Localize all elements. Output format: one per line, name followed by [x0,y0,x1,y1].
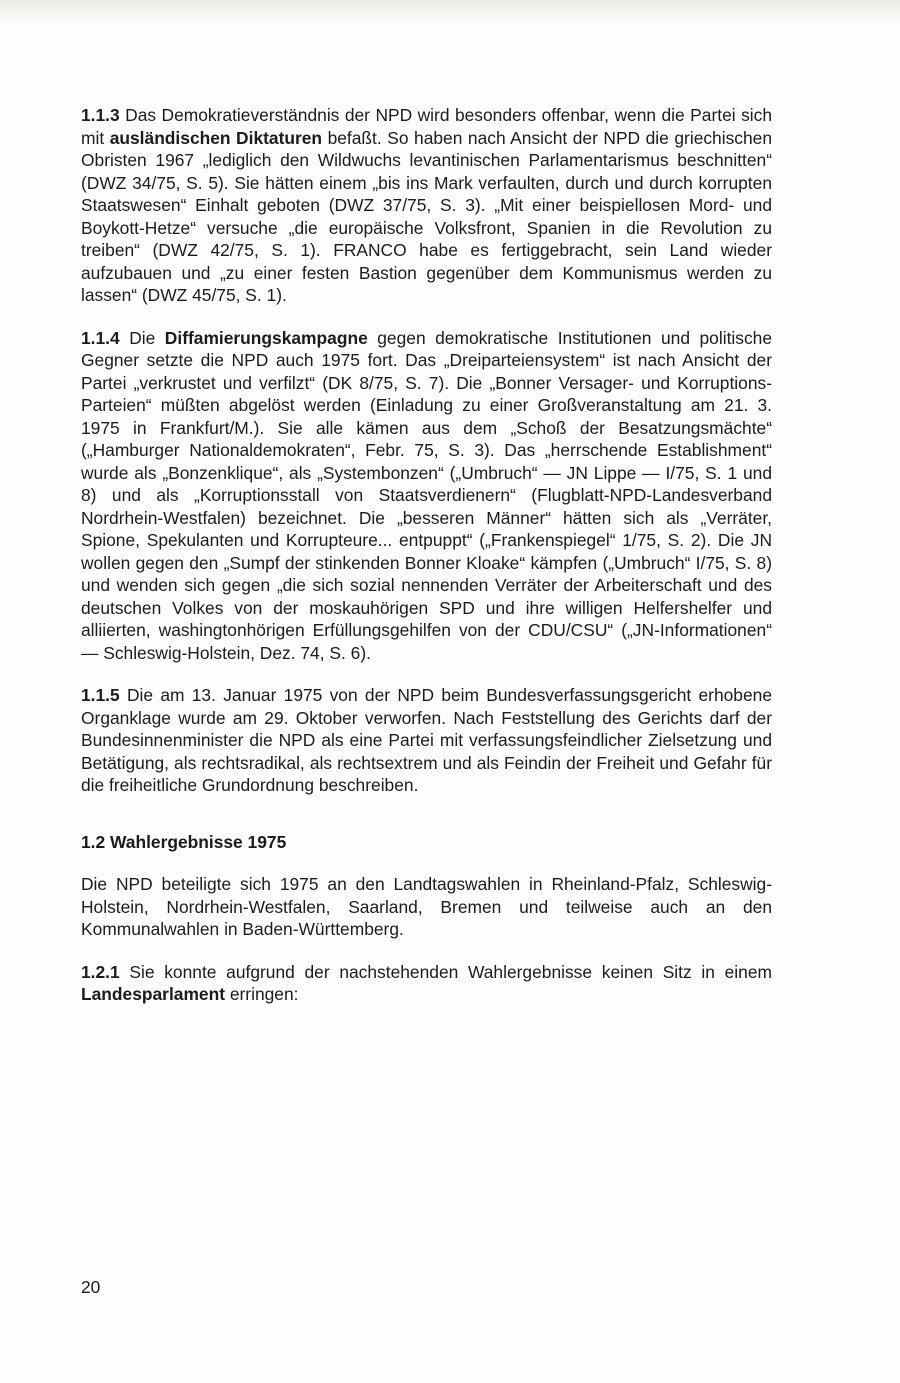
emphasis-text: Diffamierungskampagne [164,327,368,348]
emphasis-text: ausländischen Diktaturen [109,127,323,148]
paragraph-text: Die NPD beteiligte sich 1975 an den Landtagswahlen in Rheinland-Pfalz, Schleswig-Holstein, Nordrhein-Westfalen, Saarland, Bremen und teilweise auch an den Kommunalwahlen in Baden-Württemberg. [81,874,772,939]
section-number: 1.1.4 [81,327,120,348]
section-number: 1.2.1 [81,961,120,982]
paragraph-text: befaßt. So haben nach Ansicht der NPD die griechischen Obristen 1967 „lediglich den Wildwuchs levantinischen Parlamentarismus beschnitten“ (DWZ 34/75, S. 5). Sie hätten einem „bis ins Mark verfaulten, durch und durch korrupten Staatswesen“ Einhalt geboten (DWZ 37/75, S. 3). „Mit einer beispiellosen Mord- und Boykott-Hetze“ versuche „die europäische Volksfront, Spanien in die Revolution zu treiben“ (DWZ 42/75, S. 1). FRANCO habe es fertiggebracht, sein Land wieder aufzubauen und „zu einer festen Bastion gegenüber dem Kommunismus werden zu lassen“ (DWZ 45/75, S. 1). [81,127,772,305]
document-body [81,104,772,1006]
section-heading: 1.2 Wahlergebnisse 1975 [81,831,287,852]
paragraph-1-1-5 [81,684,772,797]
paragraph-text: Das Demokratieverständnis der NPD wird besonders offenbar, wenn die Partei sich mit [81,105,772,148]
paragraph-text: gegen demokratische Institutionen und politische Gegner setzte die NPD auch 1975 fort. Das „Dreiparteiensystem“ ist nach Ansicht der Partei „verkrustet und verfilzt“ (DK 8/75, S. 7). Die „Bonner Versager- und Korruptions-Parteien“ müßten abgelöst werden (Einladung zu einer Großveranstaltung am 21. 3. 1975 in Frankfurt/M.). Sie alle kämen aus dem „Schoß der Besatzungsmächte“ („Hamburger Nationaldemokraten“, Febr. 75, S. 3). Das „herrschende Establishment“ wurde als „Bonzenklique“, als „Systembonzen“ („Umbruch“ — JN Lippe — I/75, S. 1 und 8) und als „Korruptionsstall von Staatsverdienern“ (Flugblatt-NPD-Landesverband Nordrhein-Westfalen) bezeichnet. Die „besseren Männer“ hätten sich als „Verräter, Spione, Spekulanten und Korrupteure... entpuppt“ („Frankenspiegel“ 1/75, S. 2). Die JN wollen gegen den „Sumpf der stinkenden Bonner Kloake“ kämpfen („Umbruch“ I/75, S. 8) und wenden sich gegen „die sich sozial nennenden Verräter der Arbeiterschaft und des deutschen Volkes von der moskauhörigen SPD und ihre willigen Helfershelfer und alliierten, washingtonhörigen Erfüllungsgehilfen von der CDU/CSU“ („JN-Informationen“ — Schleswig-Holstein, Dez. 74, S. 6). [81,327,773,663]
paragraph-text: Die am 13. Januar 1975 von der NPD beim Bundesverfassungsgericht erhobene Organklage wurde am 29. Oktober verworfen. Nach Feststellung des Gerichts darf der Bundesinnenminister die NPD als eine Partei mit verfassungsfeindlicher Zielsetzung und Betätigung, als rechtsradikal, als rechtsextrem und als Feindin der Freiheit und Gefahr für die freiheitliche Grundordnung beschreiben. [81,685,772,795]
section-number: 1.1.5 [81,685,120,705]
paragraph-1-2-intro [81,873,772,941]
paragraph-text: Die [119,327,165,348]
paragraph-1-1-4 [81,327,772,665]
emphasis-text: Landesparlament [81,984,225,1004]
paragraph-text: erringen: [225,984,299,1004]
page-number: 20 [81,1277,101,1297]
section-number: 1.1.3 [81,105,120,125]
paragraph-text: Sie konnte aufgrund der nachstehenden Wahlergebnisse keinen Sitz in einem [119,961,772,982]
scan-edge [0,0,900,26]
paragraph-1-2-1 [81,961,772,1006]
paragraph-1-1-3 [81,104,772,307]
